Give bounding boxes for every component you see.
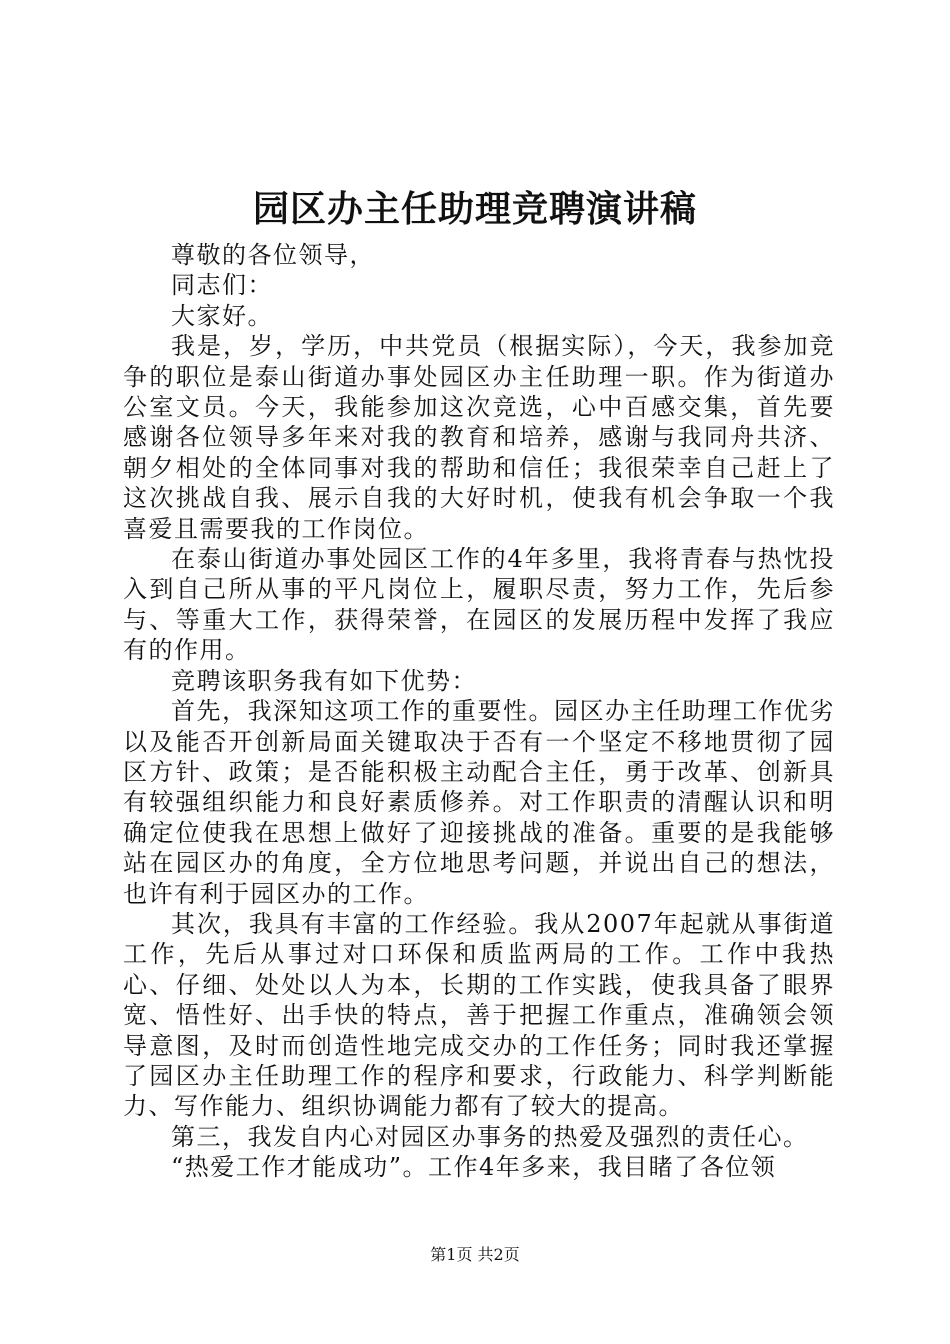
document-title: 园区办主任助理竞聘演讲稿 [252, 188, 697, 230]
page-footer: 第1页 共2页 [430, 1245, 520, 1264]
document-body [123, 240, 835, 1183]
paragraph-work-history: 在泰山街道办事处园区工作的4年多里，我将青春与热忱投入到自己所从事的平凡岗位上，履职尽责，努力工作，先后参与、等重大工作，获得荣誉，在园区的发展历程中发挥了我应有的作用。 [123, 545, 835, 665]
paragraph-second-advantage: 其次，我具有丰富的工作经验。我从2007年起就从事街道工作，先后从事过对口环保和质监两局的工作。工作中我热心、仔细、处处以人为本，长期的工作实践，使我具备了眼界宽、悟性好、出手快的特点，善于把握工作重点，准确领会领导意图，及时而创造性地完成交办的工作任务；同时我还掌握了园区办主任助理工作的程序和要求，行政能力、科学判断能力、写作能力、组织协调能力都有了较大的提高。 [123, 909, 835, 1121]
paragraph-third-advantage: 第三，我发自内心对园区办事务的热爱及强烈的责任心。 [171, 1122, 809, 1151]
paragraph-advantages-heading: 竞聘该职务我有如下优势： [171, 666, 477, 695]
salutation-comrades: 同志们： [171, 271, 273, 300]
salutation-leaders: 尊敬的各位领导， [171, 241, 375, 269]
greeting: 大家好。 [171, 301, 273, 330]
paragraph-introduction: 我是，岁，学历，中共党员（根据实际），今天，我参加竞争的职位是泰山街道办事处园区办主任助理一职。作为街道办公室文员。今天，我能参加这次竞选，心中百感交集，首先要感谢各位领导多年来对我的教育和培养，感谢与我同舟共济、朝夕相处的全体同事对我的帮助和信任；我很荣幸自己赶上了这次挑战自我、展示自我的大好时机，使我有机会争取一个我喜爱且需要我的工作岗位。 [123, 332, 835, 543]
paragraph-quote: “热爱工作才能成功”。工作4年多来，我目睹了各位领 [171, 1153, 777, 1182]
paragraph-first-advantage: 首先，我深知这项工作的重要性。园区办主任助理工作优劣以及能否开创新局面关键取决于否有一个坚定不移地贯彻了园区方针、政策；是否能积极主动配合主任，勇于改革、创新具有较强组织能力和良好素质修养。对工作职责的清醒认识和明确定位使我在思想上做好了迎接挑战的准备。重要的是我能够站在园区办的角度，全方位地思考问题，并说出自己的想法，也许有利于园区办的工作。 [123, 697, 835, 908]
